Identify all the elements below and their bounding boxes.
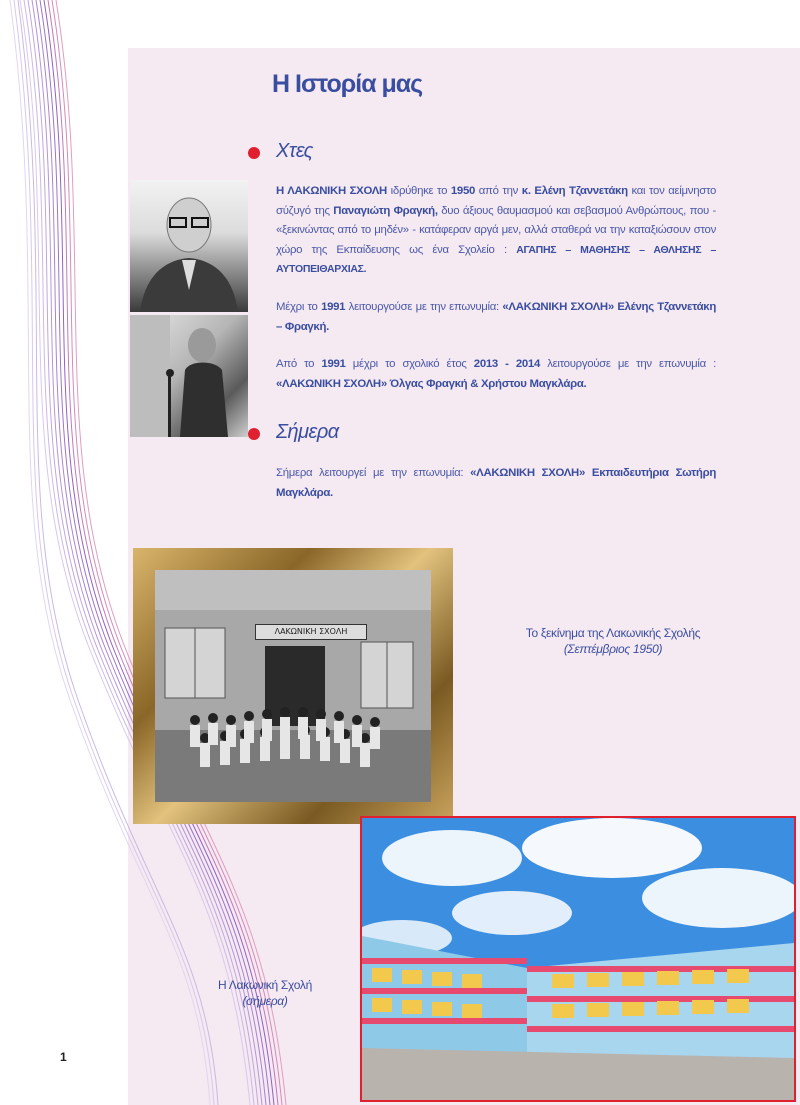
paragraph-founding: Η ΛΑΚΩΝΙΚΗ ΣΧΟΛΗ ιδρύθηκε το 1950 από την κ. Ελένη Τζαννετάκη και τον αείμνηστο σύζυγό της Παναγιώτη Φραγκή, δυο άξιους θαυμασμού και σεβασμού Ανθρώπους, που - «ξεκινώντας από το μηδέν» - κατάφεραν αργά μεν, αλλά σταθερά να την καταξιώσουν στον χώρο της Εκπαίδευσης ως ένα Σχολείο : ΑΓΑΠΗΣ – ΜΑΘΗΣΗΣ – ΑΘΛΗΣΗΣ – ΑΥΤΟΠΕΙΘΑΡΧΙΑΣ. — [276, 185, 717, 275]
page-title: Η Ιστορία μας — [272, 70, 423, 98]
founder-speech-photo — [130, 315, 248, 437]
old-school-photo-frame — [133, 548, 453, 824]
old-school-photo — [155, 570, 431, 802]
old-photo-caption-line2: (Σεπτέμβριος 1950) — [563, 642, 663, 656]
heading-yesterday: Χτες — [276, 140, 313, 162]
school-sign: ΛΑΚΩΝΙΚΗ ΣΧΟΛΗ — [255, 624, 367, 640]
heading-today: Σήμερα — [276, 421, 339, 443]
bullet-icon — [248, 147, 260, 159]
page-number: 1 — [60, 1050, 67, 1064]
new-school-photo — [360, 816, 796, 1102]
paragraph-today: Σήμερα λειτουργεί με την επωνυμία: «ΛΑΚΩΝΙΚΗ ΣΧΟΛΗ» Εκπαιδευτήρια Σωτήρη Μαγκλάρα. — [276, 467, 716, 499]
new-photo-caption — [180, 978, 350, 1008]
bullet-icon — [248, 428, 260, 440]
old-photo-caption-line1: Το ξεκίνημα της Λακωνικής Σχολής — [525, 626, 701, 640]
old-photo-caption — [488, 626, 738, 656]
new-photo-caption-line2: (σήμερα) — [242, 994, 288, 1008]
founder-photo — [130, 180, 248, 312]
paragraph-until-1991: Μέχρι το 1991 λειτουργούσε με την επωνυμία: «ΛΑΚΩΝΙΚΗ ΣΧΟΛΗ» Ελένης Τζαννετάκη – Φραγκή. — [276, 301, 716, 333]
new-photo-caption-line1: Η Λακωνική Σχολή — [218, 978, 312, 992]
paragraph-1991-2014: Από το 1991 μέχρι το σχολικό έτος 2013 - 2014 λειτουργούσε με την επωνυμία : «ΛΑΚΩΝΙΚΗ ΣΧΟΛΗ» Όλγας Φραγκή & Χρήστου Μαγκλάρα. — [276, 358, 717, 390]
